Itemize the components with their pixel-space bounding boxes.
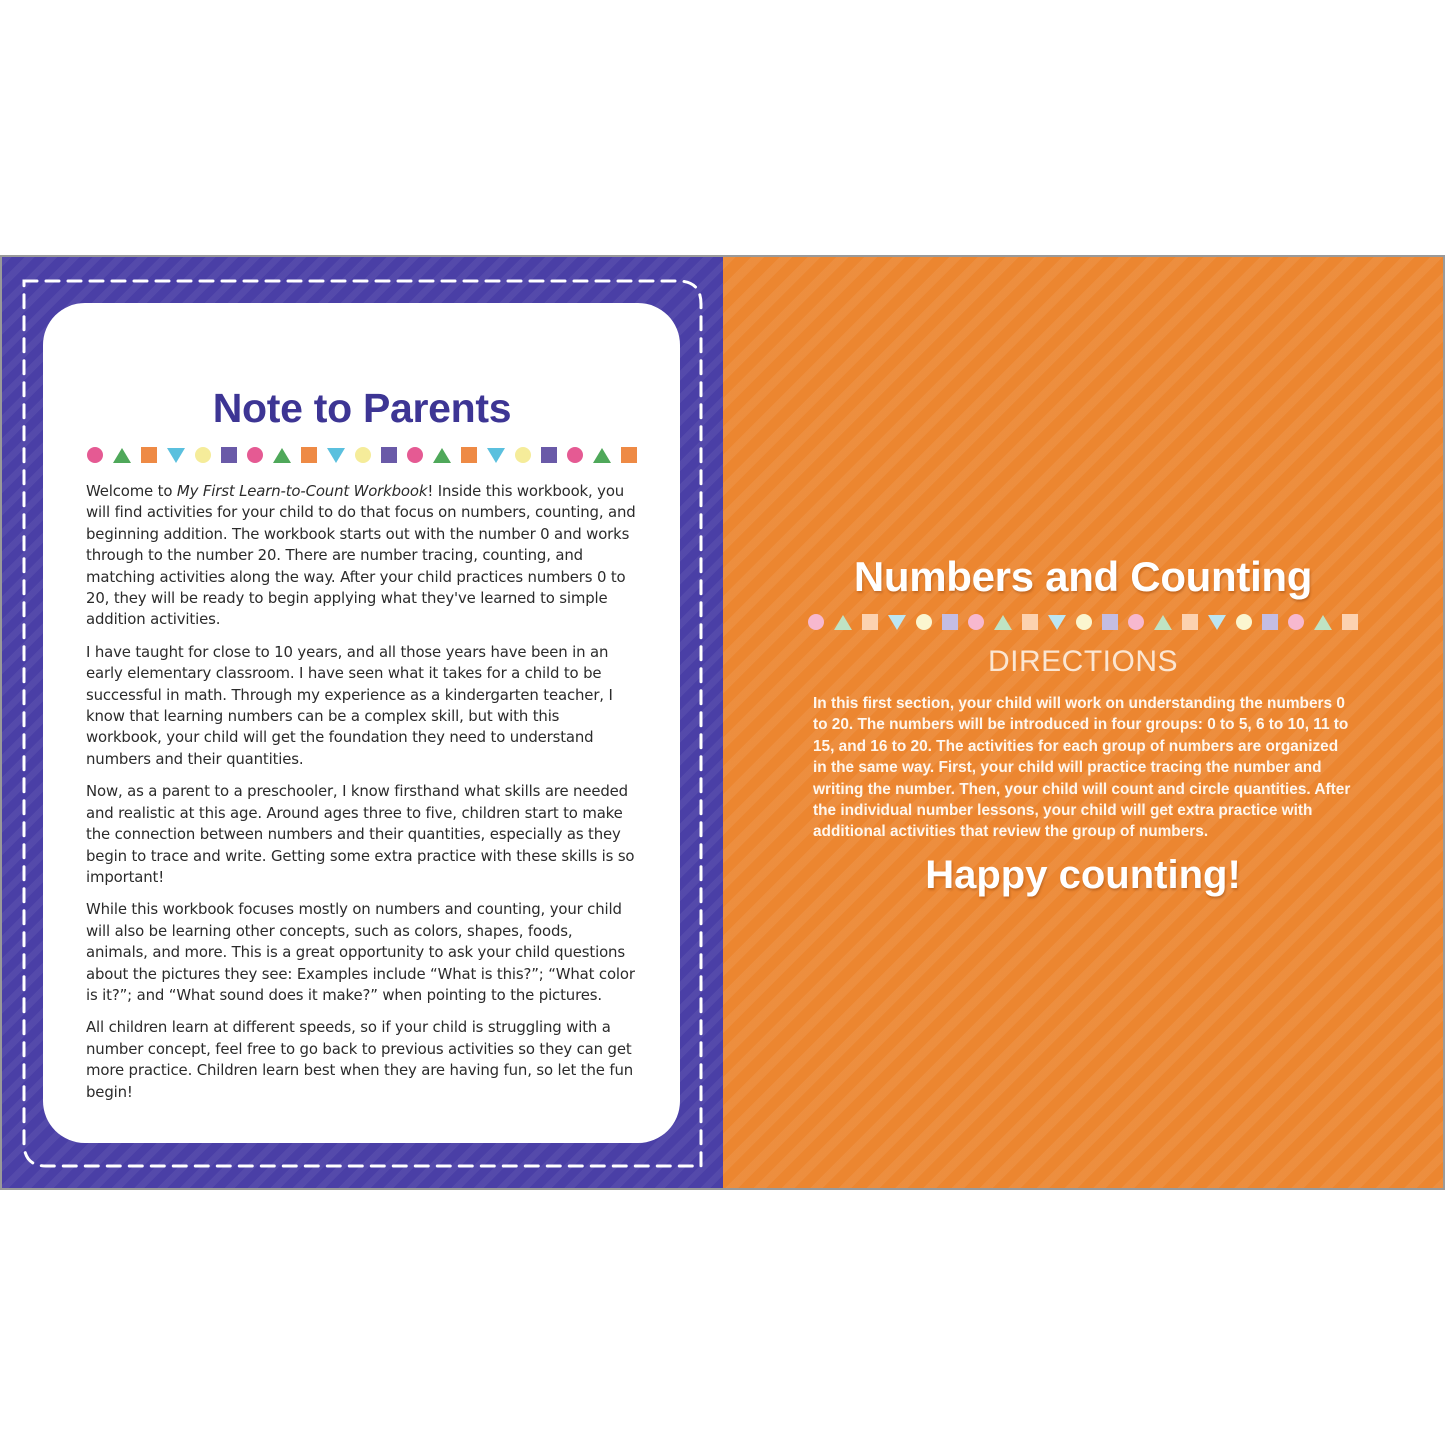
note-paragraph-3: Now, as a parent to a preschooler, I know firsthand what skills are needed and realistic at this age. Around ages three to five, children start to make the connection between numbers and their quantities, especially as they begin to trace and write. Getting some extra practice with these skills is so important! <box>86 782 635 886</box>
right-page <box>723 257 1443 1188</box>
square-shape <box>1342 614 1358 630</box>
triangle-up-shape <box>994 615 1012 630</box>
directions-heading: DIRECTIONS <box>987 645 1178 678</box>
square-shape <box>541 447 557 463</box>
note-paragraph-4: While this workbook focuses mostly on numbers and counting, your child will also be learning other concepts, such as colors, shapes, foods, animals, and more. This is a great opportunity to ask your child questions about the pictures they see: Examples include “What is this?”; “What color is it?”; and “What sound does it make?” when pointing to the pictures. <box>86 900 635 1004</box>
square-shape <box>381 447 397 463</box>
note-paragraph-1: Welcome to My First Learn-to-Count Workbook! Inside this workbook, you will find activities for your child to do that focus on numbers, counting, and beginning addition. The workbook starts out with the number 0 and works through to the number 20. There are number tracing, counting, and matching activities along the way. After your child practices numbers 0 to 20, they will be ready to begin applying what they've learned to simple addition activities. <box>86 482 636 629</box>
triangle-up-shape <box>834 615 852 630</box>
circle-shape <box>1236 614 1252 630</box>
closing-text: Happy counting! <box>925 852 1241 897</box>
triangle-up-shape <box>273 448 291 463</box>
note-title: Note to Parents <box>212 385 512 431</box>
triangle-down-shape <box>167 448 185 463</box>
note-card <box>43 303 680 1143</box>
circle-shape <box>247 447 263 463</box>
square-shape <box>301 447 317 463</box>
triangle-down-shape <box>327 448 345 463</box>
circle-shape <box>355 447 371 463</box>
square-shape <box>141 447 157 463</box>
shape-divider <box>723 613 1443 631</box>
triangle-up-shape <box>1154 615 1172 630</box>
section-title: Numbers and Counting <box>853 553 1313 600</box>
square-shape <box>621 447 637 463</box>
circle-shape <box>1128 614 1144 630</box>
circle-shape <box>968 614 984 630</box>
circle-shape <box>87 447 103 463</box>
directions-text: In this first section, your child will work on understanding the numbers 0 to 20. The numbers will be introduced in four groups: 0 to 5, 6 to 10, 11 to 15, and 16 to 20. The activities for each group of numbers are organized in the same way. First, your child will practice tracing the number and writing the number. Then, your child will count and circle quantities. After the individual number lessons, your child will get extra practice with additional activities that review the group of numbers. <box>813 695 1351 841</box>
book-spread <box>0 255 1445 1190</box>
triangle-up-shape <box>1314 615 1332 630</box>
triangle-up-shape <box>433 448 451 463</box>
square-shape <box>221 447 237 463</box>
circle-shape <box>916 614 932 630</box>
triangle-up-shape <box>113 448 131 463</box>
square-shape <box>1262 614 1278 630</box>
circle-shape <box>515 447 531 463</box>
note-paragraph-2: I have taught for close to 10 years, and all those years have been in an early elementary classroom. I have seen what it takes for a child to be successful in math. Through my experience as a kindergarten teacher, I know that learning numbers can be a complex skill, but with this workbook, your child will get the foundation they need to understand numbers and their quantities. <box>86 642 613 768</box>
triangle-down-shape <box>888 615 906 630</box>
section-intro <box>723 257 1443 898</box>
circle-shape <box>808 614 824 630</box>
circle-shape <box>195 447 211 463</box>
square-shape <box>1102 614 1118 630</box>
circle-shape <box>407 447 423 463</box>
square-shape <box>942 614 958 630</box>
triangle-down-shape <box>1208 615 1226 630</box>
circle-shape <box>567 447 583 463</box>
triangle-down-shape <box>487 448 505 463</box>
triangle-down-shape <box>1048 615 1066 630</box>
square-shape <box>1182 614 1198 630</box>
shape-divider <box>86 446 638 464</box>
square-shape <box>862 614 878 630</box>
note-body <box>86 481 638 1103</box>
left-page <box>2 257 723 1188</box>
triangle-up-shape <box>593 448 611 463</box>
square-shape <box>461 447 477 463</box>
square-shape <box>1022 614 1038 630</box>
circle-shape <box>1288 614 1304 630</box>
book-title: My First Learn-to-Count Workbook <box>176 482 428 500</box>
circle-shape <box>1076 614 1092 630</box>
note-paragraph-5: All children learn at different speeds, so if your child is struggling with a number concept, feel free to go back to previous activities so they can get more practice. Children learn best when they are having fun, so let the fun begin! <box>86 1018 634 1101</box>
